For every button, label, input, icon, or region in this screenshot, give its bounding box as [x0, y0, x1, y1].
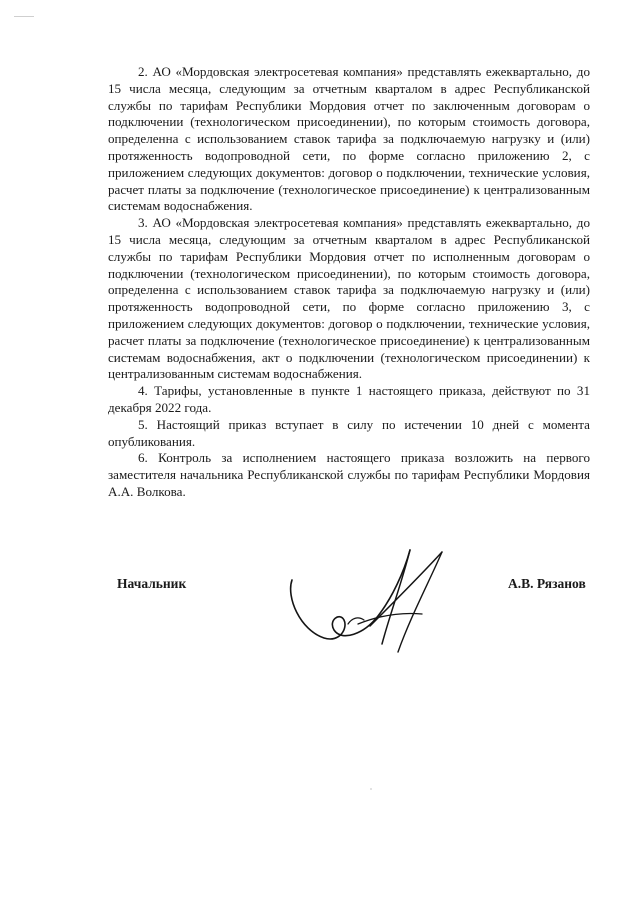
- paragraph-3: 3. АО «Мордовская электросетевая компания» представлять ежеквартально, до 15 числа месяца, следующим за отчетным кварталом в адрес Республиканской службы по тарифам Республики Мордовия отчет по исполненным договорам о подключении (технологическом присоединении), по которым стоимость договора, определенна с использованием ставок тарифа за подключаемую нагрузку и (или) протяженность водопроводной сети, по форме согласно приложению 3, с приложением следующих документов: договор о подключении, технические условия, расчет платы за подключение (технологическое присоединение) к централизованным системам водоснабжения, акт о подключении (технологическом присоединении) к централизованным системам водоснабжения.: [108, 215, 590, 382]
- scan-artifact: [14, 16, 34, 17]
- paragraph-2: 2. АО «Мордовская электросетевая компания» представлять ежеквартально, до 15 числа месяца, следующим за отчетным кварталом в адрес Республиканской службы по тарифам Республики Мордовия отчет по заключенным договорам о подключении (технологическом присоединении), по которым стоимость договора, определенна с использованием ставок тарифа за подключаемую нагрузку и (или) протяженность водопроводной сети, по форме согласно приложению 2, с приложением следующих документов: договор о подключении, технические условия, расчет платы за подключение (технологическое присоединение) к централизованным системам водоснабжения.: [108, 64, 590, 214]
- handwritten-signature: [282, 542, 472, 657]
- scan-artifact-dot: [370, 788, 372, 790]
- signatory-name: А.В. Рязанов: [508, 576, 586, 591]
- document-body: [108, 64, 590, 501]
- paragraph-4: 4. Тарифы, установленные в пункте 1 настоящего приказа, действуют по 31 декабря 2022 года.: [108, 383, 590, 415]
- signatory-position: Начальник: [117, 576, 187, 591]
- paragraph-6: 6. Контроль за исполнением настоящего приказа возложить на первого заместителя начальника Республиканской службы по тарифам Республики Мордовия А.А. Волкова.: [108, 450, 590, 499]
- paragraph-5: 5. Настоящий приказ вступает в силу по истечении 10 дней с момента опубликования.: [108, 416, 590, 449]
